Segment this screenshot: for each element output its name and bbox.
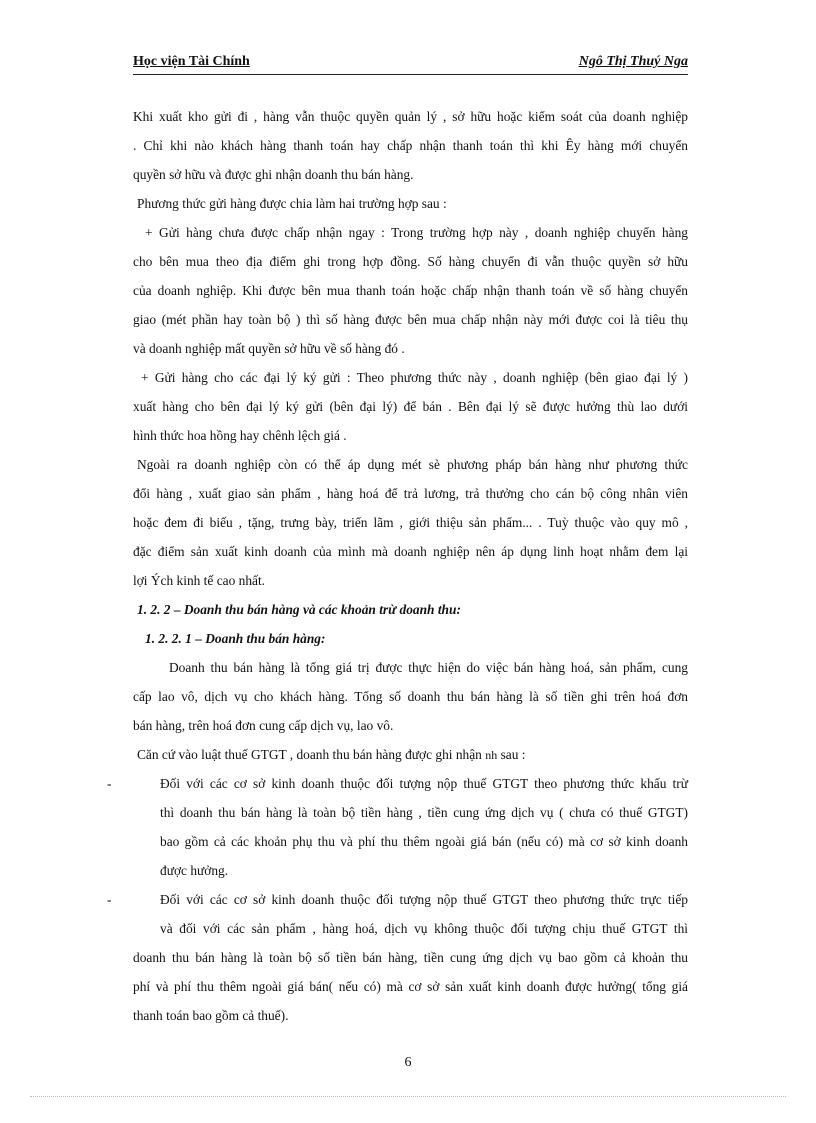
page-bottom-rule [30,1096,786,1097]
paragraph-line: được hưởng. [160,863,229,878]
paragraph-line: . Chỉ khi nào khách hàng thanh toán hay chấp nhận thanh toán thì khi Êy hàng mới chuyển [133,138,688,153]
paragraph-line: + Gửi hàng cho các đại lý ký gửi : Theo phương thức này , doanh nghiệp (bên giao đại lý ) [141,370,688,385]
law-text-end: sau : [497,747,526,762]
paragraph-line: hoặc đem đi biếu , tặng, trưng bày, triển lãm , giới thiệu sản phẩm... . Tuỳ thuộc vào quy mô , [133,515,688,530]
paragraph-line: và doanh nghiệp mất quyền sở hữu về số hàng đó . [133,341,405,356]
bullet-dash: - [107,776,112,791]
bullet-item [107,885,688,914]
law-text-start: Căn cứ vào luật thuế GTGT , doanh thu bán hàng được ghi nhận [137,747,486,762]
paragraph-line: hình thức hoa hồng hay chênh lệch giá . [133,428,347,443]
subsection-heading: 1. 2. 2. 1 – Doanh thu bán hàng: [145,631,326,646]
bullet-text: Đối với các cơ sở kinh doanh thuộc đối tượng nộp thuế GTGT theo phương thức khấu trừ [160,776,688,791]
paragraph-line: thì doanh thu bán hàng là toàn bộ tiền hàng , tiền cung ứng dịch vụ ( chưa có thuế GTGT) [160,805,688,820]
paragraph-line: + Gửi hàng chưa được chấp nhận ngay : Trong trường hợp này , doanh nghiệp chuyển hàng [145,225,688,240]
header-author: Ngô Thị Thuý Nga [578,54,688,69]
paragraph-line: thanh toán bao gồm cả thuế). [133,1008,289,1023]
paragraph-line: giao (mét phần hay toàn bộ ) thì số hàng được bên mua chấp nhận này mới được coi là tiêu thụ [133,312,688,327]
header-institution: Học viện Tài Chính [133,54,250,69]
paragraph-line: bán hàng, trên hoá đơn cung cấp dịch vụ, lao vô. [133,718,394,733]
bullet-dash: - [107,892,112,907]
law-text-nh: nh [485,748,498,762]
paragraph-line: Ngoài ra doanh nghiệp còn có thể áp dụng mét sè phương pháp bán hàng như phương thức [137,457,688,472]
paragraph-line: lợi Ých kinh tế cao nhất. [133,573,266,588]
paragraph-line: Phương thức gửi hàng được chia làm hai trường hợp sau : [137,196,447,211]
paragraph-line: đổi hàng , xuất giao sản phẩm , hàng hoá để trả lương, trả thưởng cho cán bộ công nhân viên [133,486,688,501]
paragraph-line: bao gồm cả các khoản phụ thu và phí thu thêm ngoài giá bán (nếu có) mà cơ sở kinh doanh [160,834,688,849]
paragraph-line: cấp lao vô, dịch vụ cho khách hàng. Tổng số doanh thu bán hàng là số tiền ghi trên hoá đơn [133,689,688,704]
paragraph-line: Khi xuất kho gửi đi , hàng vẫn thuộc quyền quản lý , sở hữu hoặc kiểm soát của doanh nghiệp [133,109,688,124]
paragraph-line: xuất hàng cho bên đại lý ký gửi (bên đại lý) để bán . Bên đại lý sẽ được hưởng thù lao dưới [133,399,688,414]
section-heading: 1. 2. 2 – Doanh thu bán hàng và các khoản trừ doanh thu: [137,602,461,617]
paragraph-line: đặc điểm sản xuất kinh doanh của mình mà doanh nghiệp nên áp dụng linh hoạt nhằm đem lại [133,544,688,559]
paragraph-line: quyền sở hữu và được ghi nhận doanh thu bán hàng. [133,167,414,182]
paragraph-line: phí và phí thu thêm ngoài giá bán( nếu có) mà cơ sở sản xuất kinh doanh được hưởng( tổng giá [133,979,688,994]
page-number: 6 [404,1055,412,1070]
paragraph-line: và đối với các sản phẩm , hàng hoá, dịch vụ không thuộc đối tượng chịu thuế GTGT thì [160,921,688,936]
paragraph-line: Doanh thu bán hàng là tổng giá trị được thực hiện do việc bán hàng hoá, sản phẩm, cung [169,660,688,675]
paragraph-line: của doanh nghiệp. Khi được bên mua thanh toán hoặc chấp nhận thanh toán về số hàng chuyển [133,283,688,298]
paragraph-line [133,740,688,769]
paragraph-line: cho bên mua theo địa điểm ghi trong hợp đồng. Số hàng chuyển đi vẫn thuộc quyền sở hữu [133,254,688,269]
bullet-item [107,769,688,798]
bullet-text: Đối với các cơ sở kinh doanh thuộc đối tượng nộp thuế GTGT theo phương thức trực tiếp [160,892,688,907]
paragraph-line: doanh thu bán hàng là toàn bộ số tiền bán hàng, tiền cung ứng dịch vụ bao gồm cả khoản thu [133,950,688,965]
page-header [133,54,688,75]
document-body [107,102,688,1030]
